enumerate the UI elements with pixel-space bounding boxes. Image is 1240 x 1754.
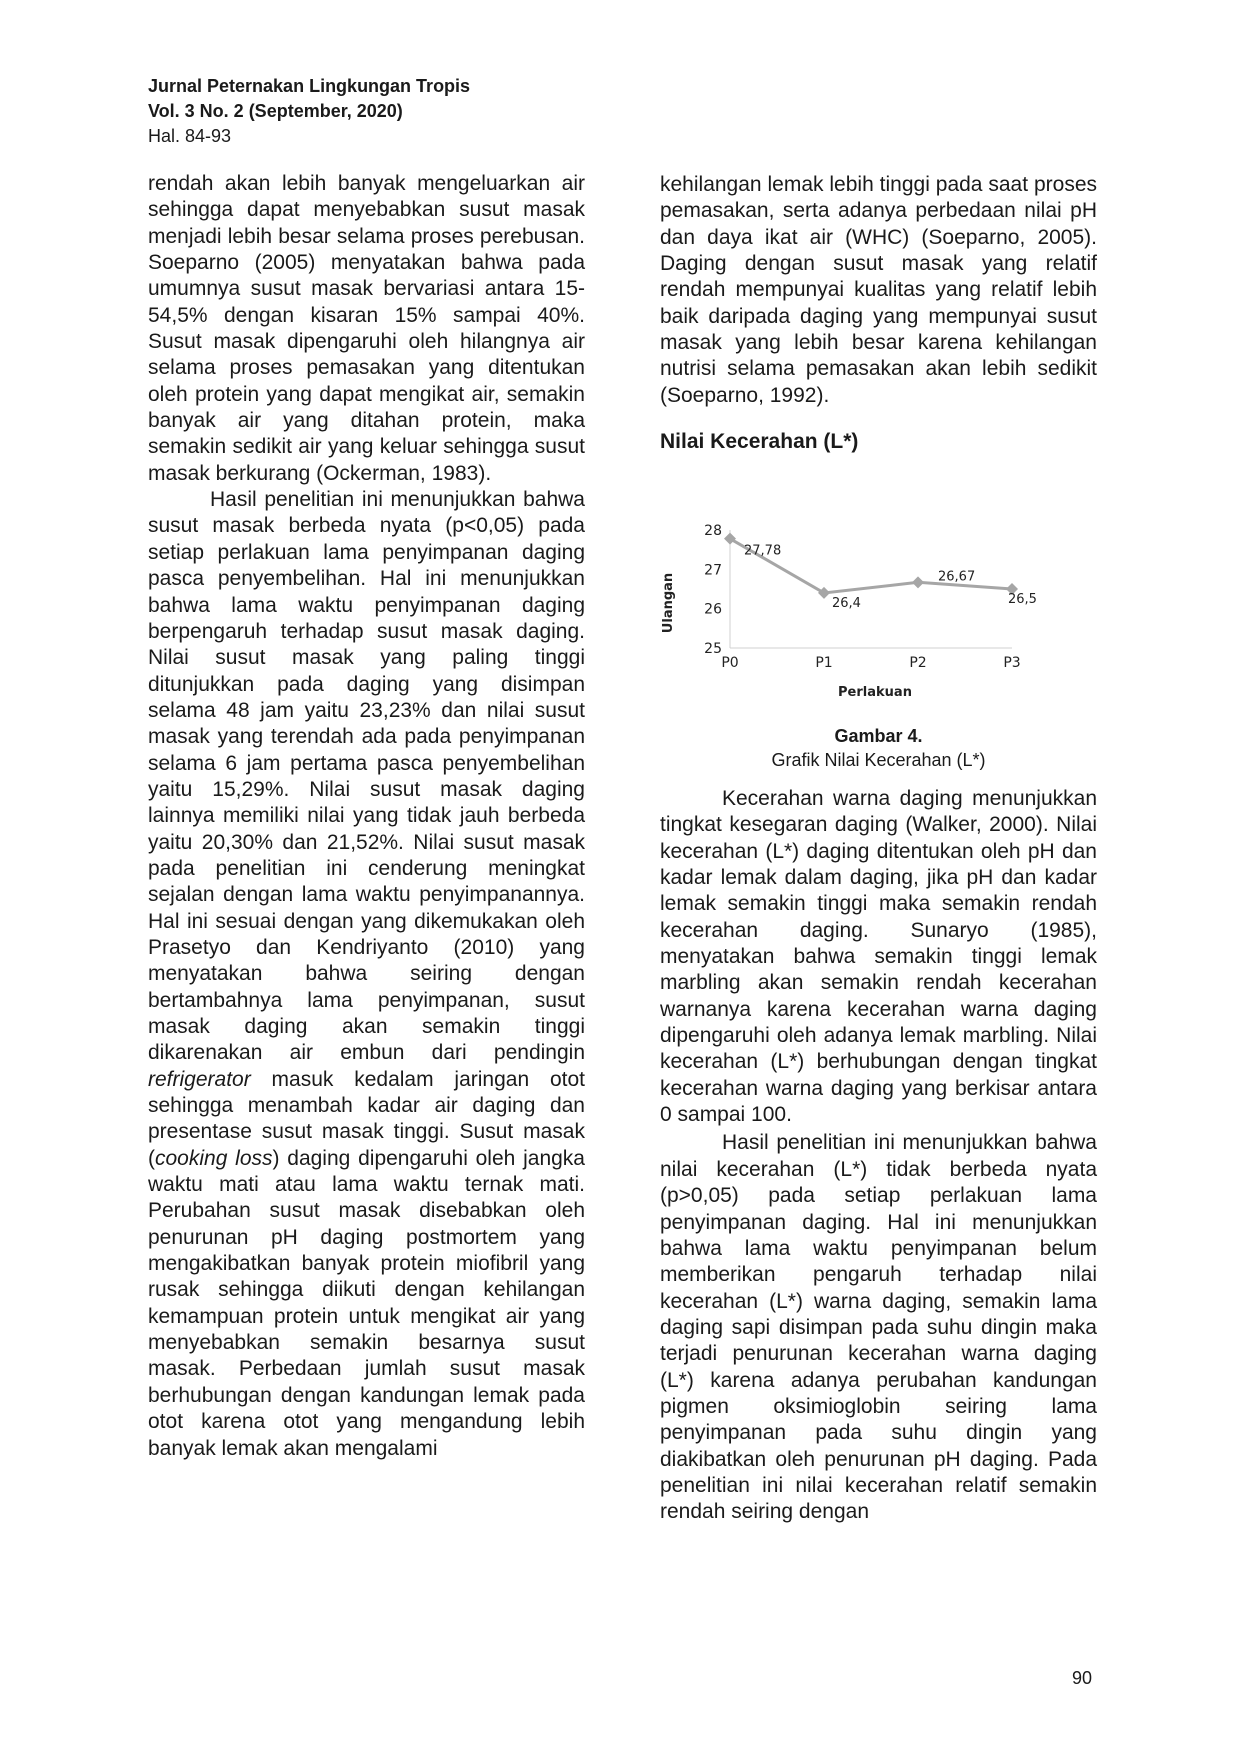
brightness-chart [660,516,1037,716]
paragraph: Hasil penelitian ini menunjukkan bahwa nilai kecerahan (L*) tidak berbeda nyata (p>0,05) pada setiap perlakuan lama penyimpanan daging. Hal ini menunjukkan bahwa lama waktu penyimpanan belum memberikan pengaruh terhadap nilai kecerahan (L*) warna daging, semakin lama daging sapi disimpan pada suhu dingin maka terjadi penurunan kecerahan warna daging (L*) karena adanya perubahan kandungan pigmen oksimioglobin seiring lama penyimpanan pada suhu dingin yang diakibatkan oleh penurunan pH daging. Pada penelitian ini nilai kecerahan relatif semakin rendah seiring dengan [660,1131,1097,1524]
x-tick-label: P2 [909,655,927,671]
x-tick-label: P1 [815,655,833,671]
italic-term: cooking loss [155,1146,273,1170]
paragraph [148,487,585,1462]
x-tick-label: P0 [721,655,739,671]
y-tick-label: 25 [704,641,722,657]
italic-term: refrigerator [148,1067,251,1091]
data-label: 27,78 [744,543,782,559]
y-tick-label: 27 [704,562,722,579]
left-column [148,171,585,1462]
paragraph-text: ) daging dipengaruhi oleh jangka waktu mati atau lama waktu ternak mati. Perubahan susut masak disebabkan oleh penurunan pH daging postmortem yang mengakibatkan banyak protein miofibril yang rusak sehingga diikuti dengan kehilangan kemampuan protein untuk mengikat air yang menyebabkan semakin besarnya susut masak. Perbedaan jumlah susut masak berhubungan dengan kandungan lemak pada otot karena otot yang mengandung lebih banyak lemak akan mengalami [148,1146,585,1460]
y-axis-title: Ulangan [661,572,676,634]
data-point [724,533,736,545]
chart-svg [660,516,1037,716]
section-heading: Nilai Kecerahan (L*) [660,430,859,454]
paragraph: kehilangan lemak lebih tinggi pada saat proses pemasakan, serta adanya perbedaan nilai pH dan daya ikat air (WHC) (Soeparno, 2005). Daging dengan susut masak yang relatif rendah mempunyai kualitas yang relatif lebih baik daripada daging yang mempunyai susut masak yang lebih besar karena kehilangan nutrisi selama pemasakan akan lebih sedikit (Soeparno, 1992). [660,173,1097,407]
journal-header [148,74,470,149]
paragraph: Kecerahan warna daging menunjukkan tingkat kesegaran daging (Walker, 2000). Nilai kecerahan (L*) daging ditentukan oleh pH dan kadar lemak dalam daging, jika pH dan kadar lemak semakin tinggi maka semakin rendah kecerahan daging. Sunaryo (1985), menyatakan bahwa semakin tinggi lemak marbling akan semakin rendah kecerahan warnanya karena kecerahan warna daging dipengaruhi oleh adanya lemak marbling. Nilai kecerahan (L*) berhubungan dengan tingkat kecerahan warna daging yang berkisar antara 0 sampai 100. [660,787,1097,1127]
data-label: 26,67 [938,569,976,585]
paragraph-text: Hasil penelitian ini menunjukkan bahwa susut masak berbeda nyata (p<0,05) pada setiap perlakuan lama penyimpanan daging pasca penyembelihan. Hal ini menunjukkan bahwa lama waktu penyimpanan daging berpengaruh terhadap susut masak daging. Nilai susut masak yang paling tinggi ditunjukkan pada daging yang disimpan selama 48 jam yaitu 23,23% dan nilai susut masak yang terendah ada pada penyimpanan selama 6 jam pertama pasca penyembelihan yaitu 15,29%. Nilai susut masak daging lainnya memiliki nilai yang tidak jauh berbeda yaitu 20,30% dan 21,52%. Nilai susut masak pada penelitian ini cenderung meningkat sejalan dengan lama waktu penyimpanannya. Hal ini sesuai dengan yang dikemukakan oleh Prasetyo dan Kendriyanto (2010) yang menyatakan bahwa seiring dengan bertambahnya lama penyimpanan, susut masak daging akan semakin tinggi dikarenakan air embun dari pendingin [148,488,585,1065]
right-column-top [660,172,1097,455]
x-tick-label: P3 [1003,655,1021,671]
journal-pages: Hal. 84-93 [148,126,232,146]
paragraph-text: masuk kedalam jaringan otot sehingga menambah kadar air daging dan presentase susut masak tinggi. Susut masak ( [148,1067,585,1170]
journal-volume: Vol. 3 No. 2 (September, 2020) [148,101,403,121]
paragraph: rendah akan lebih banyak mengeluarkan air sehingga dapat menyebabkan susut masak menjadi lebih besar selama proses perebusan. Soeparno (2005) menyatakan bahwa pada umumnya susut masak bervariasi antara 15-54,5% dengan kisaran 15% sampai 40%. Susut masak dipengaruhi oleh hilangnya air selama proses pemasakan yang ditentukan oleh protein yang dapat mengikat air, semakin banyak air yang ditahan protein, maka semakin sedikit air yang keluar sehingga susut masak berkurang (Ockerman, 1983). [148,172,585,485]
journal-title: Jurnal Peternakan Lingkungan Tropis [148,76,471,96]
y-tick-label: 28 [704,523,722,539]
right-column-bottom [660,786,1097,1526]
data-point [912,576,924,588]
figure-caption-title: Gambar 4. [834,726,923,746]
page-number: 90 [1072,1668,1093,1688]
x-axis-title: Perlakuan [838,685,912,700]
y-tick-label: 26 [704,601,722,618]
figure-caption-text: Grafik Nilai Kecerahan (L*) [771,750,986,770]
data-label: 26,4 [832,595,861,611]
data-point [818,587,830,599]
data-label: 26,5 [1008,592,1037,607]
